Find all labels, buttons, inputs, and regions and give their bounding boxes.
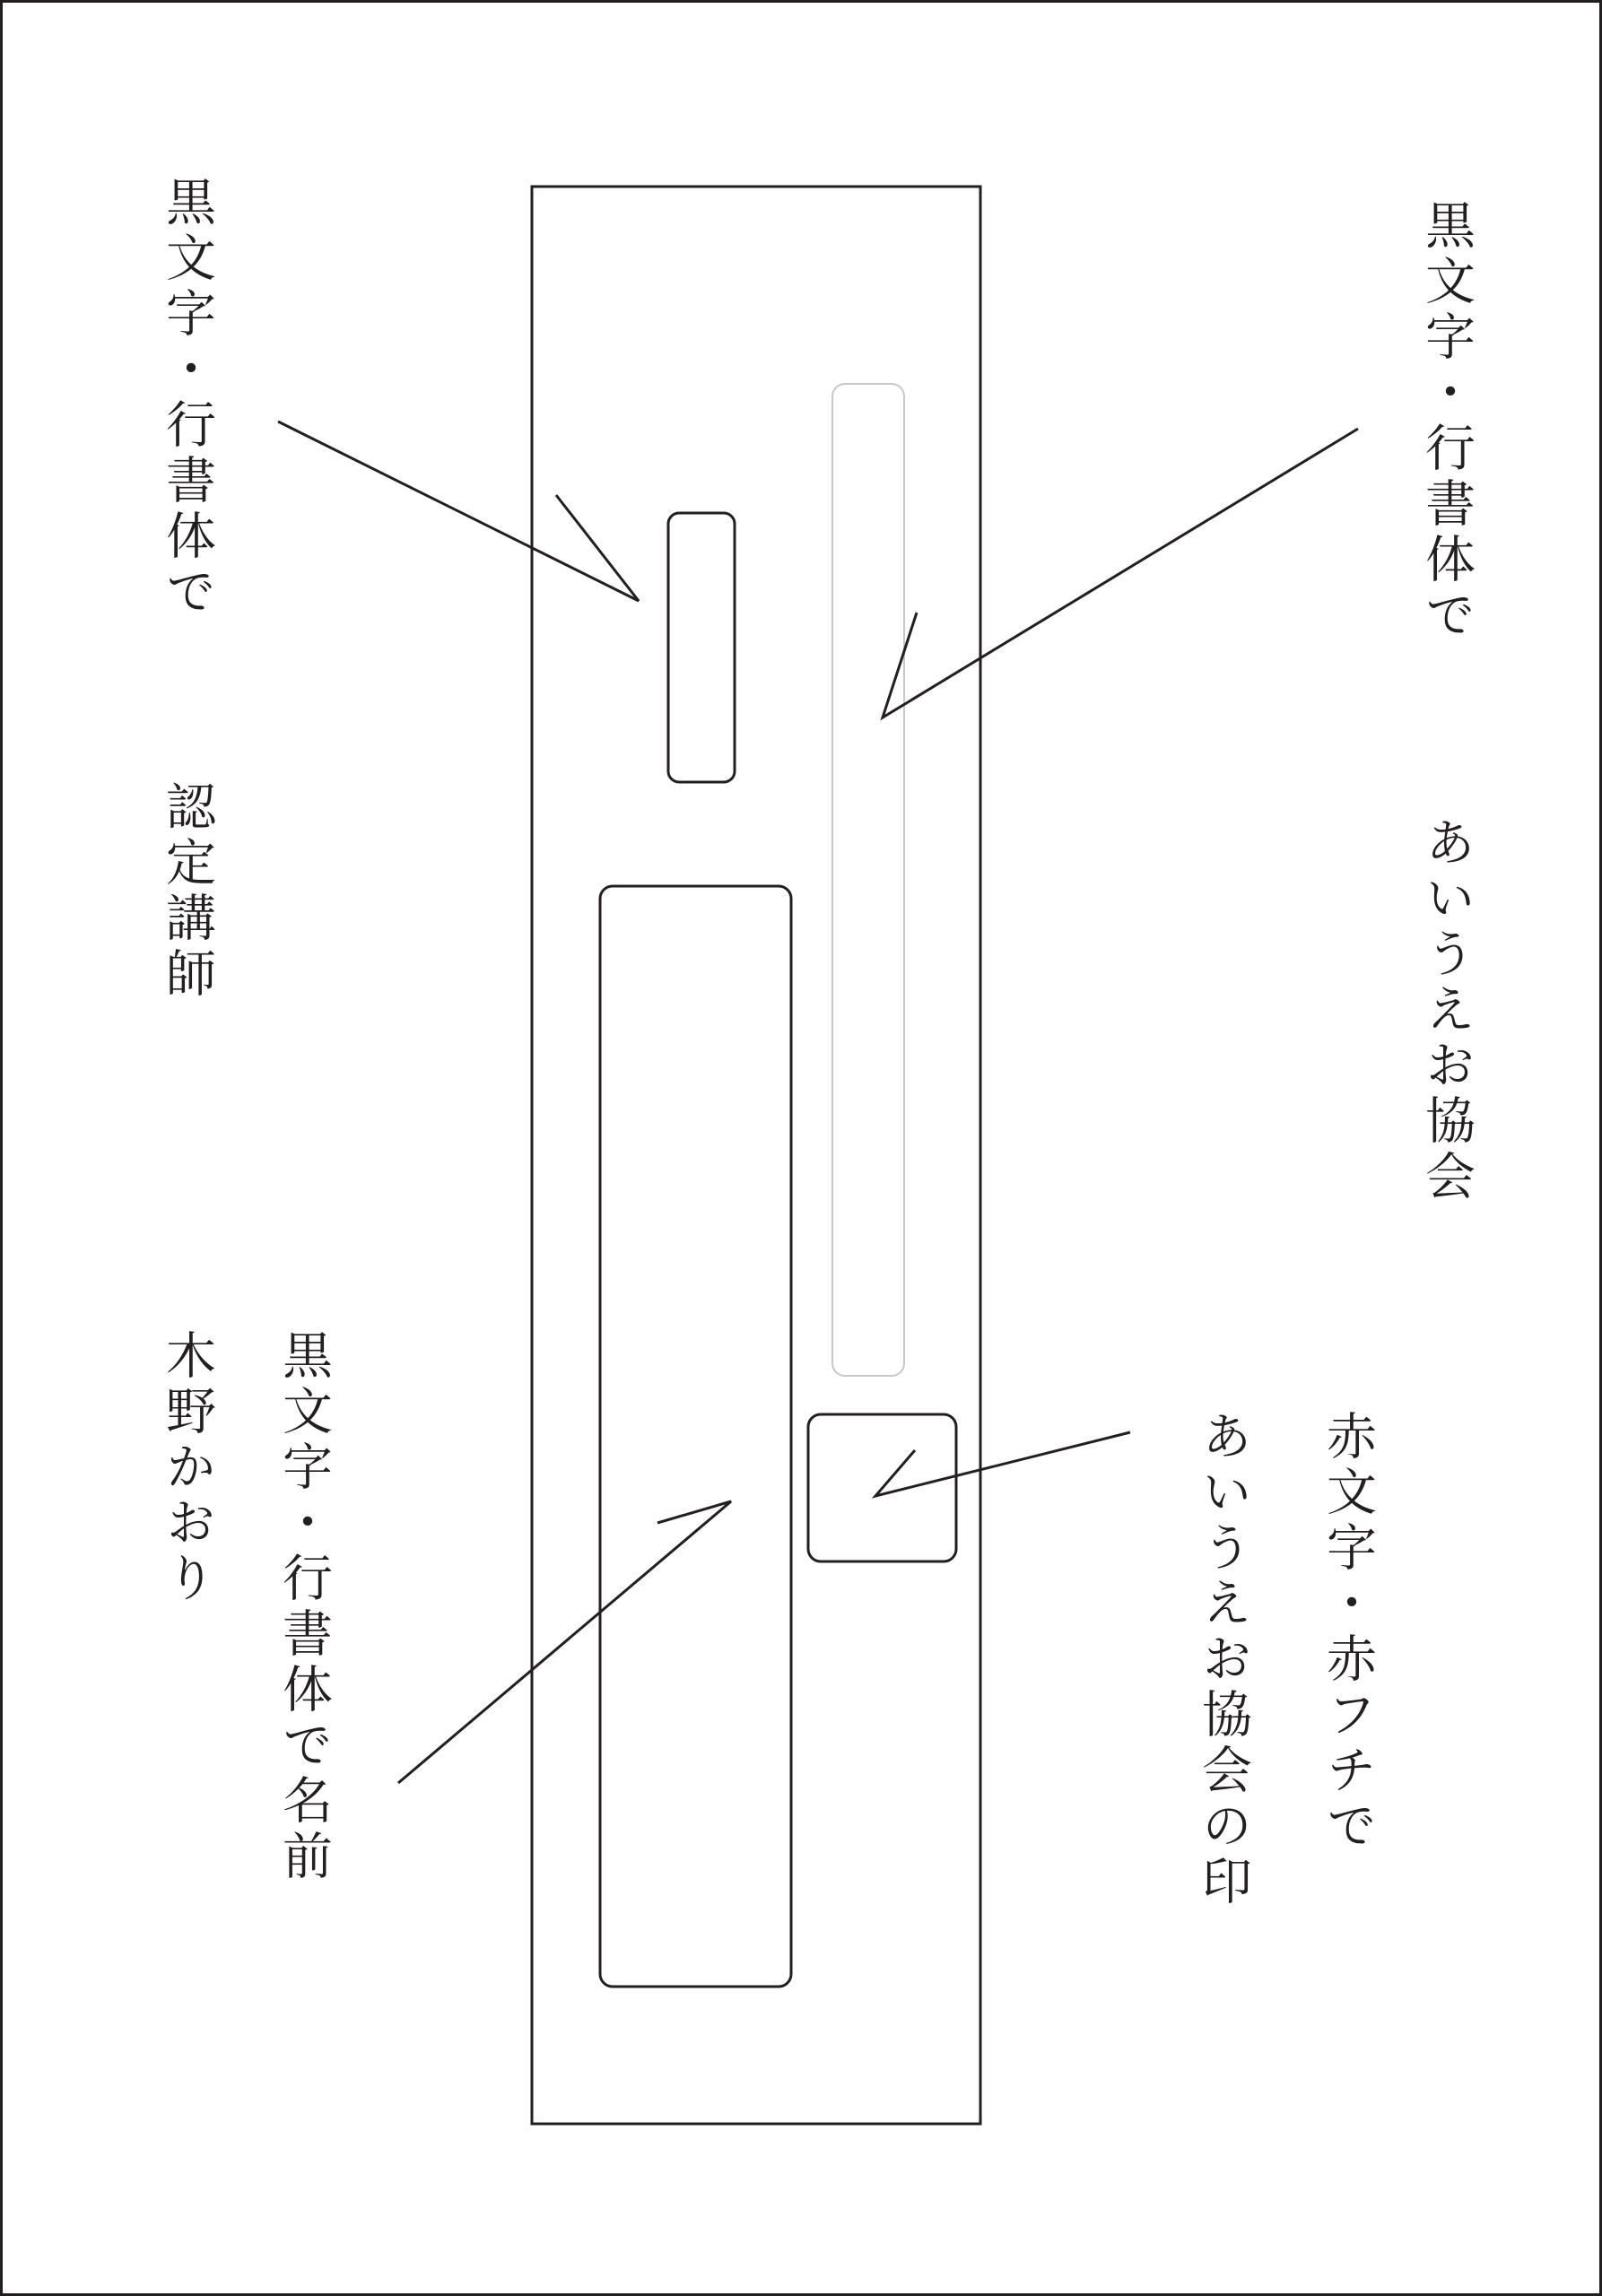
top-left-content: 認定講師 xyxy=(158,780,216,1003)
leader-line-bottom-right xyxy=(875,1432,1130,1496)
top-right-content: あいうえお協会 xyxy=(1417,816,1476,1205)
bottom-right-instruction: 赤文字・赤フチで xyxy=(1319,1410,1377,1855)
bottom-left-content: 木野かおり xyxy=(158,1329,216,1607)
top-right-instruction: 黒文字・行書体で xyxy=(1417,199,1476,644)
bottom-right-content: あいうえお協会の印 xyxy=(1194,1410,1252,1910)
top-left-instruction: 黒文字・行書体で xyxy=(158,176,216,621)
name-slot xyxy=(600,886,791,1987)
association-slot xyxy=(832,384,904,1376)
leader-line-bottom-left xyxy=(398,1501,731,1783)
bottom-left-instruction: 黒文字・行書体で名前 xyxy=(274,1329,333,1885)
title-slot xyxy=(668,513,735,782)
leader-line-top-left xyxy=(278,422,639,601)
leader-line-top-right xyxy=(883,429,1358,718)
